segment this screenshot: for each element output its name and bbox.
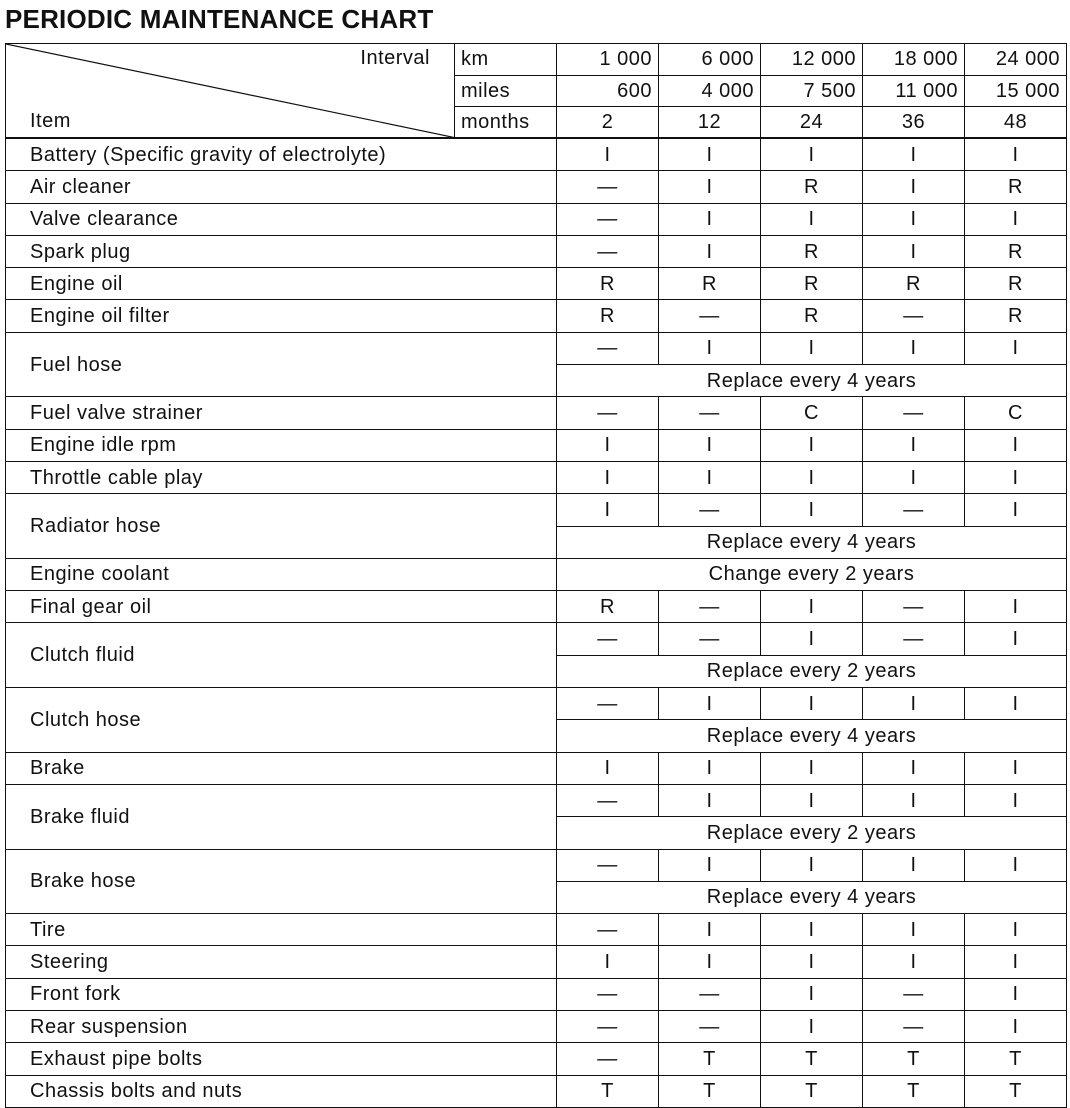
schedule-cell: I <box>761 978 863 1010</box>
schedule-cell: T <box>863 1075 965 1107</box>
schedule-cell: I <box>965 461 1067 493</box>
schedule-cell: I <box>965 978 1067 1010</box>
item-name: Fuel valve strainer <box>6 397 557 429</box>
maintenance-table <box>5 43 1067 1108</box>
schedule-cell: — <box>557 235 659 267</box>
schedule-note: Replace every 4 years <box>557 365 1067 397</box>
unit-label-miles: miles <box>455 75 557 107</box>
item-row-brake <box>6 752 1067 784</box>
schedule-cell: I <box>863 429 965 461</box>
unit-label-months: months <box>455 107 557 139</box>
item-row-engine-oil-filter <box>6 300 1067 332</box>
schedule-cell: I <box>965 1010 1067 1042</box>
item-row-brake-hose <box>6 849 1067 881</box>
schedule-cell: I <box>965 591 1067 623</box>
schedule-cell: I <box>863 688 965 720</box>
schedule-cell: I <box>659 235 761 267</box>
item-name: Fuel hose <box>6 332 557 397</box>
schedule-note: Change every 2 years <box>557 558 1067 590</box>
schedule-cell: — <box>557 171 659 203</box>
schedule-cell: I <box>659 429 761 461</box>
schedule-cell: I <box>761 688 863 720</box>
schedule-cell: I <box>557 494 659 526</box>
schedule-cell: I <box>761 203 863 235</box>
schedule-cell: — <box>557 978 659 1010</box>
item-name: Air cleaner <box>6 171 557 203</box>
schedule-cell: — <box>557 849 659 881</box>
item-name: Engine oil <box>6 268 557 300</box>
interval-label: Interval <box>360 47 430 69</box>
schedule-cell: I <box>965 849 1067 881</box>
schedule-cell: I <box>965 429 1067 461</box>
schedule-note: Replace every 2 years <box>557 817 1067 849</box>
interval-km-cell: 12 000 <box>761 44 863 76</box>
schedule-cell: — <box>659 494 761 526</box>
schedule-cell: I <box>863 138 965 170</box>
schedule-cell: T <box>557 1075 659 1107</box>
interval-km-cell: 6 000 <box>659 44 761 76</box>
schedule-cell: I <box>965 946 1067 978</box>
schedule-cell: I <box>863 235 965 267</box>
schedule-cell: — <box>557 1010 659 1042</box>
item-row-clutch-fluid <box>6 623 1067 655</box>
schedule-cell: T <box>659 1043 761 1075</box>
item-row-battery-specific-gravity-of-electrolyte <box>6 138 1067 170</box>
schedule-cell: — <box>659 397 761 429</box>
interval-miles-cell: 600 <box>557 75 659 107</box>
item-row-clutch-hose <box>6 688 1067 720</box>
schedule-cell: I <box>659 332 761 364</box>
schedule-cell: I <box>761 494 863 526</box>
schedule-cell: — <box>557 203 659 235</box>
schedule-cell: T <box>965 1043 1067 1075</box>
schedule-cell: — <box>659 300 761 332</box>
schedule-cell: R <box>557 268 659 300</box>
item-row-fuel-valve-strainer <box>6 397 1067 429</box>
schedule-cell: R <box>965 268 1067 300</box>
schedule-cell: — <box>557 688 659 720</box>
schedule-cell: I <box>761 332 863 364</box>
header-corner-cell <box>6 44 455 139</box>
maintenance-table-body <box>6 44 1067 1108</box>
item-row-radiator-hose <box>6 494 1067 526</box>
schedule-cell: I <box>659 914 761 946</box>
interval-km-cell: 24 000 <box>965 44 1067 76</box>
schedule-cell: I <box>659 784 761 816</box>
schedule-cell: I <box>761 591 863 623</box>
schedule-cell: T <box>965 1075 1067 1107</box>
schedule-cell: C <box>761 397 863 429</box>
schedule-note: Replace every 2 years <box>557 655 1067 687</box>
item-name: Brake fluid <box>6 784 557 849</box>
item-name: Front fork <box>6 978 557 1010</box>
interval-months-cell: 2 <box>557 107 659 139</box>
schedule-cell: I <box>965 494 1067 526</box>
item-name: Rear suspension <box>6 1010 557 1042</box>
item-name: Chassis bolts and nuts <box>6 1075 557 1107</box>
item-row-brake-fluid <box>6 784 1067 816</box>
schedule-cell: I <box>863 752 965 784</box>
schedule-cell: I <box>965 914 1067 946</box>
item-row-tire <box>6 914 1067 946</box>
schedule-cell: I <box>965 623 1067 655</box>
item-name: Throttle cable play <box>6 461 557 493</box>
schedule-cell: — <box>659 978 761 1010</box>
schedule-cell: — <box>557 332 659 364</box>
schedule-cell: — <box>863 300 965 332</box>
schedule-cell: I <box>965 138 1067 170</box>
item-row-engine-idle-rpm <box>6 429 1067 461</box>
schedule-cell: I <box>965 784 1067 816</box>
schedule-cell: I <box>761 849 863 881</box>
item-name: Clutch fluid <box>6 623 557 688</box>
interval-miles-cell: 7 500 <box>761 75 863 107</box>
item-name: Valve clearance <box>6 203 557 235</box>
schedule-cell: — <box>557 914 659 946</box>
schedule-cell: I <box>557 429 659 461</box>
schedule-cell: — <box>659 591 761 623</box>
schedule-cell: I <box>965 332 1067 364</box>
schedule-cell: I <box>659 752 761 784</box>
schedule-cell: — <box>557 784 659 816</box>
schedule-cell: I <box>863 171 965 203</box>
item-name: Steering <box>6 946 557 978</box>
schedule-cell: I <box>965 752 1067 784</box>
item-row-valve-clearance <box>6 203 1067 235</box>
page-title: PERIODIC MAINTENANCE CHART <box>5 4 434 34</box>
schedule-cell: — <box>557 1043 659 1075</box>
interval-months-cell: 12 <box>659 107 761 139</box>
item-row-engine-oil <box>6 268 1067 300</box>
interval-km-cell: 1 000 <box>557 44 659 76</box>
item-name: Engine idle rpm <box>6 429 557 461</box>
item-row-throttle-cable-play <box>6 461 1067 493</box>
schedule-cell: I <box>557 138 659 170</box>
item-name: Clutch hose <box>6 688 557 753</box>
interval-months-cell: 36 <box>863 107 965 139</box>
schedule-cell: I <box>761 429 863 461</box>
schedule-cell: — <box>863 623 965 655</box>
schedule-cell: R <box>761 300 863 332</box>
item-row-fuel-hose <box>6 332 1067 364</box>
schedule-cell: I <box>965 688 1067 720</box>
schedule-cell: I <box>863 849 965 881</box>
schedule-cell: — <box>863 591 965 623</box>
schedule-cell: I <box>863 461 965 493</box>
schedule-cell: — <box>863 978 965 1010</box>
schedule-cell: — <box>557 623 659 655</box>
schedule-cell: — <box>863 494 965 526</box>
schedule-cell: I <box>761 461 863 493</box>
item-row-steering <box>6 946 1067 978</box>
schedule-cell: — <box>659 623 761 655</box>
interval-km-cell: 18 000 <box>863 44 965 76</box>
schedule-cell: I <box>761 946 863 978</box>
schedule-cell: T <box>863 1043 965 1075</box>
schedule-cell: T <box>659 1075 761 1107</box>
unit-label-km: km <box>455 44 557 76</box>
schedule-cell: I <box>965 203 1067 235</box>
schedule-cell: I <box>761 623 863 655</box>
schedule-cell: I <box>557 461 659 493</box>
schedule-cell: I <box>761 1010 863 1042</box>
schedule-note: Replace every 4 years <box>557 526 1067 558</box>
schedule-cell: I <box>761 784 863 816</box>
schedule-cell: I <box>863 332 965 364</box>
schedule-note: Replace every 4 years <box>557 881 1067 913</box>
item-label: Item <box>30 110 71 133</box>
schedule-cell: C <box>965 397 1067 429</box>
interval-miles-cell: 4 000 <box>659 75 761 107</box>
item-name: Brake <box>6 752 557 784</box>
schedule-cell: — <box>557 397 659 429</box>
item-row-rear-suspension <box>6 1010 1067 1042</box>
item-row-final-gear-oil <box>6 591 1067 623</box>
schedule-cell: R <box>761 235 863 267</box>
item-name: Tire <box>6 914 557 946</box>
schedule-cell: I <box>659 461 761 493</box>
schedule-cell: — <box>863 397 965 429</box>
item-name: Spark plug <box>6 235 557 267</box>
schedule-cell: — <box>863 1010 965 1042</box>
schedule-cell: R <box>557 591 659 623</box>
item-name: Engine oil filter <box>6 300 557 332</box>
schedule-cell: R <box>965 300 1067 332</box>
item-name: Engine coolant <box>6 558 557 590</box>
schedule-cell: I <box>557 946 659 978</box>
schedule-cell: I <box>659 946 761 978</box>
schedule-cell: R <box>557 300 659 332</box>
schedule-cell: I <box>557 752 659 784</box>
item-name: Radiator hose <box>6 494 557 559</box>
schedule-cell: R <box>761 171 863 203</box>
schedule-cell: I <box>659 171 761 203</box>
schedule-cell: I <box>761 138 863 170</box>
item-row-spark-plug <box>6 235 1067 267</box>
item-row-front-fork <box>6 978 1067 1010</box>
interval-miles-cell: 11 000 <box>863 75 965 107</box>
item-name: Battery (Specific gravity of electrolyte) <box>6 138 557 170</box>
schedule-cell: I <box>659 849 761 881</box>
schedule-cell: T <box>761 1075 863 1107</box>
item-name: Brake hose <box>6 849 557 914</box>
interval-months-cell: 24 <box>761 107 863 139</box>
item-row-exhaust-pipe-bolts <box>6 1043 1067 1075</box>
schedule-cell: I <box>863 946 965 978</box>
schedule-cell: R <box>965 235 1067 267</box>
schedule-cell: I <box>659 688 761 720</box>
schedule-cell: I <box>863 914 965 946</box>
interval-months-cell: 48 <box>965 107 1067 139</box>
schedule-cell: I <box>659 138 761 170</box>
item-row-engine-coolant <box>6 558 1067 590</box>
interval-miles-cell: 15 000 <box>965 75 1067 107</box>
item-name: Exhaust pipe bolts <box>6 1043 557 1075</box>
schedule-cell: T <box>761 1043 863 1075</box>
schedule-cell: I <box>863 784 965 816</box>
schedule-note: Replace every 4 years <box>557 720 1067 752</box>
schedule-cell: R <box>659 268 761 300</box>
item-row-chassis-bolts-and-nuts <box>6 1075 1067 1107</box>
header-row-km <box>6 44 1067 76</box>
schedule-cell: R <box>965 171 1067 203</box>
item-row-air-cleaner <box>6 171 1067 203</box>
schedule-cell: I <box>761 914 863 946</box>
schedule-cell: I <box>863 203 965 235</box>
item-name: Final gear oil <box>6 591 557 623</box>
schedule-cell: R <box>761 268 863 300</box>
schedule-cell: I <box>659 203 761 235</box>
schedule-cell: R <box>863 268 965 300</box>
schedule-cell: — <box>659 1010 761 1042</box>
schedule-cell: I <box>761 752 863 784</box>
